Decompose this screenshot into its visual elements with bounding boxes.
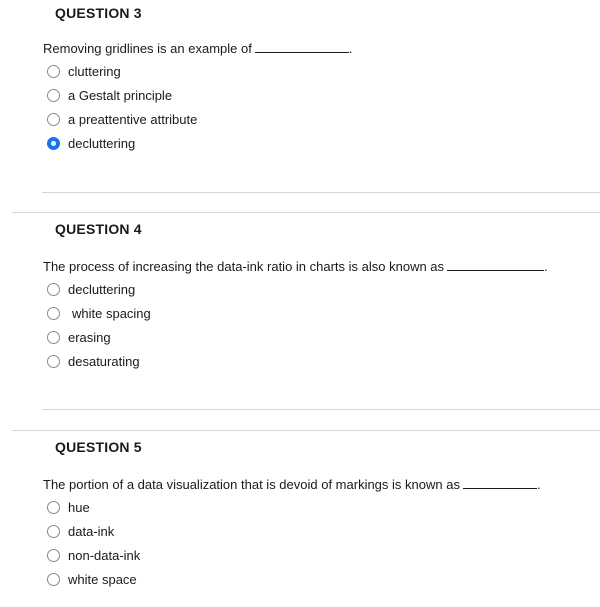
question-4-text <box>43 258 548 274</box>
question-4-blank <box>447 258 544 271</box>
radio-button[interactable] <box>47 501 60 514</box>
question-3-option-2[interactable] <box>47 85 172 105</box>
question-3-option-3[interactable] <box>47 109 197 129</box>
option-label: desaturating <box>68 353 140 369</box>
radio-button[interactable] <box>47 525 60 538</box>
option-label: white space <box>68 571 137 587</box>
question-3-prompt: Removing gridlines is an example of <box>43 41 252 56</box>
radio-button[interactable] <box>47 573 60 586</box>
divider <box>42 409 600 410</box>
question-4-option-3[interactable] <box>47 327 111 347</box>
radio-button[interactable] <box>47 549 60 562</box>
radio-button[interactable] <box>47 89 60 102</box>
question-5-end: . <box>536 477 541 492</box>
question-4-title: QUESTION 4 <box>55 221 142 237</box>
radio-button[interactable] <box>47 331 60 344</box>
divider <box>12 430 600 431</box>
question-5-blank <box>463 476 537 489</box>
question-5-option-1[interactable] <box>47 497 90 517</box>
question-4-end: . <box>544 259 548 274</box>
question-3-text <box>43 40 352 56</box>
question-5-title: QUESTION 5 <box>55 439 142 455</box>
question-3-option-4[interactable] <box>47 133 135 153</box>
question-4-prompt: The process of increasing the data-ink ratio in charts is also known as <box>43 259 445 274</box>
option-label: decluttering <box>68 281 136 297</box>
question-5-text <box>43 476 541 492</box>
radio-button[interactable] <box>47 307 60 320</box>
radio-button-selected[interactable] <box>47 137 60 150</box>
option-label: a Gestalt principle <box>68 87 173 103</box>
divider <box>42 192 600 193</box>
divider <box>12 212 600 213</box>
option-label: cluttering <box>68 63 121 79</box>
question-3-end: . <box>348 41 353 56</box>
option-label: hue <box>68 499 90 515</box>
question-5-option-3[interactable] <box>47 545 140 565</box>
question-5-prompt: The portion of a data visualization that is devoid of markings is known as <box>43 477 460 492</box>
question-3-title: QUESTION 3 <box>55 5 142 21</box>
radio-button[interactable] <box>47 113 60 126</box>
option-label: non-data-ink <box>68 547 141 563</box>
question-4-option-2[interactable] <box>47 303 151 323</box>
question-5-option-2[interactable] <box>47 521 114 541</box>
option-label: white spacing <box>72 305 151 321</box>
radio-button[interactable] <box>47 283 60 296</box>
radio-button[interactable] <box>47 355 60 368</box>
question-3-blank <box>255 40 349 53</box>
option-label: a preattentive attribute <box>68 111 198 127</box>
option-label: data-ink <box>68 523 115 539</box>
question-3-option-1[interactable] <box>47 61 121 81</box>
question-4-option-4[interactable] <box>47 351 140 371</box>
option-label: erasing <box>68 329 111 345</box>
option-label: decluttering <box>68 135 136 151</box>
question-4-option-1[interactable] <box>47 279 135 299</box>
radio-button[interactable] <box>47 65 60 78</box>
question-5-option-4[interactable] <box>47 569 137 589</box>
